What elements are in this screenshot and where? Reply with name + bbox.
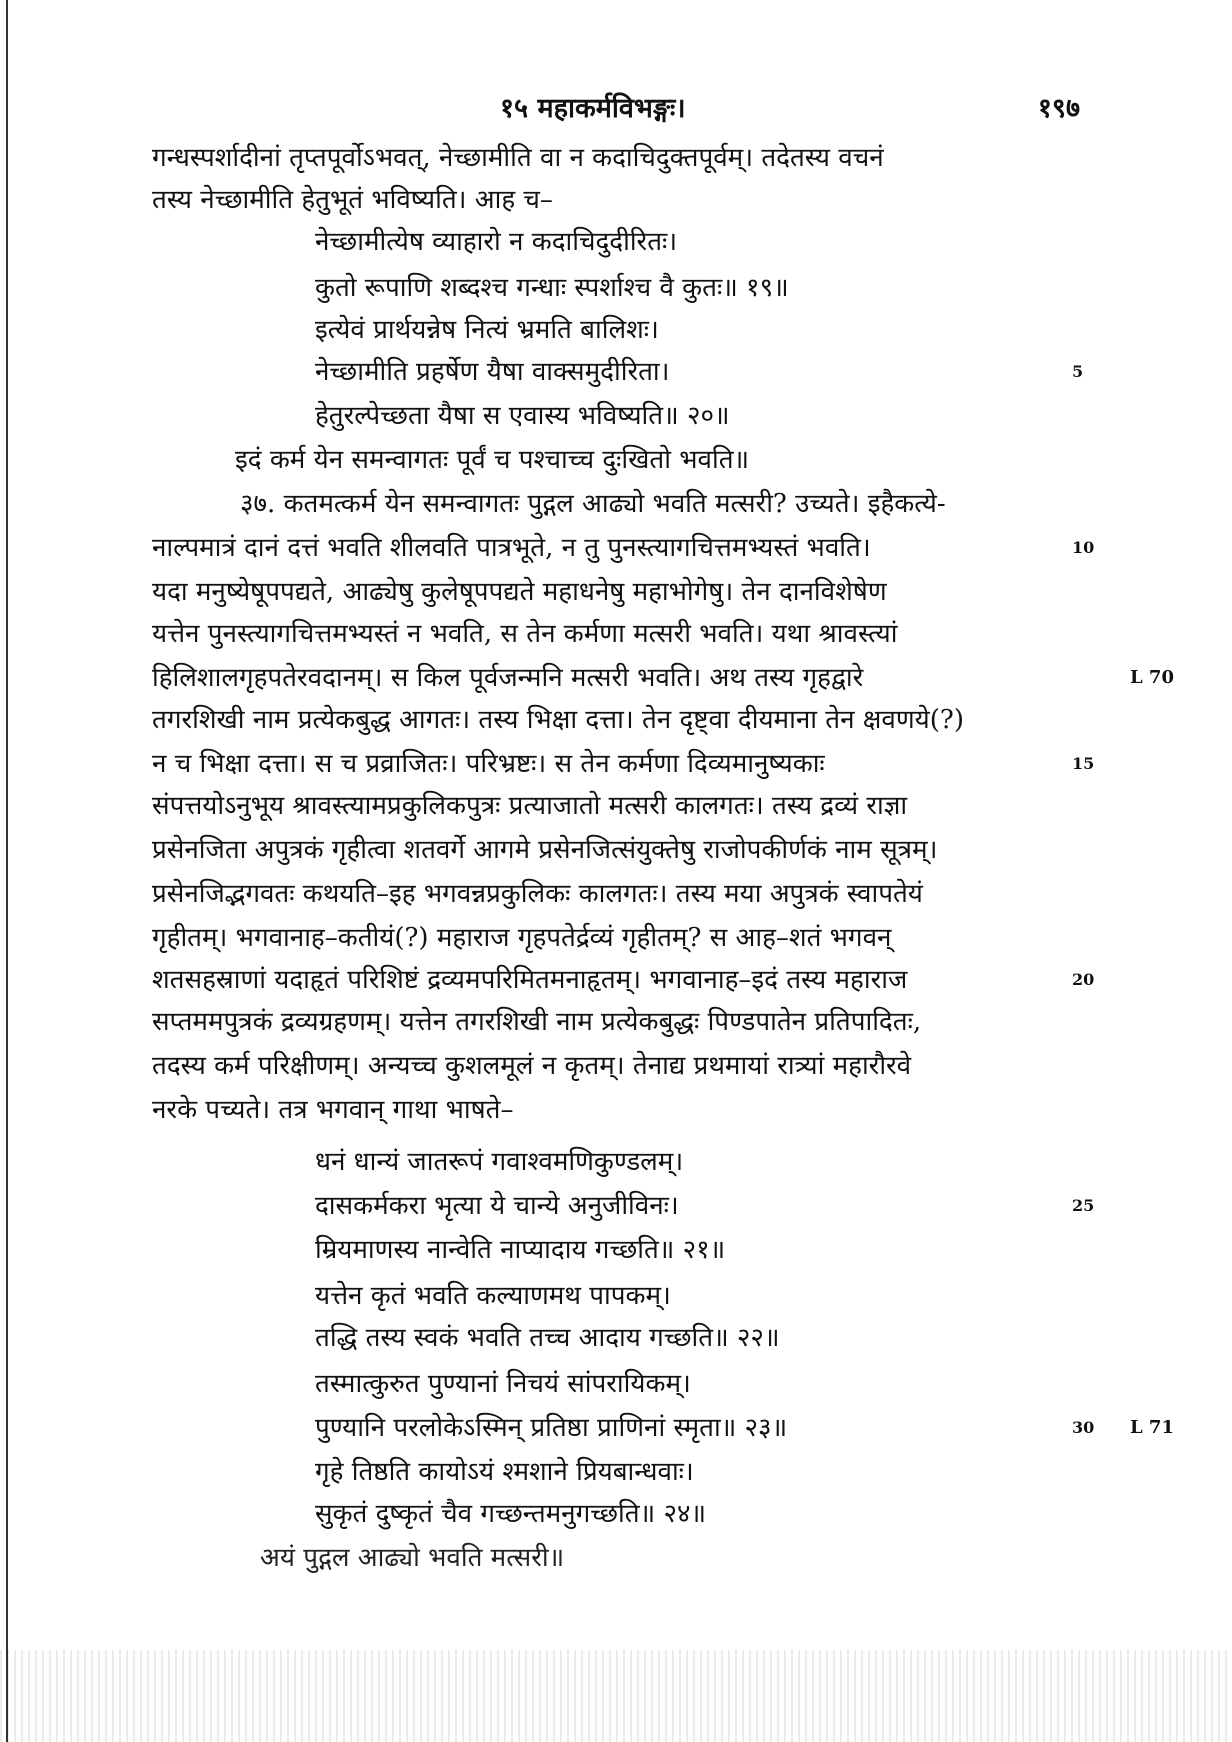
verse-line: कुतो रूपाणि शब्दश्च गन्धाः स्पर्शाश्च वै कुतः॥ १९॥ <box>315 273 789 303</box>
text-line: यत्तेन पुनस्त्यागचित्तमभ्यस्तं न भवति, स तेन कर्मणा मत्सरी भवति। यथा श्रावस्त्यां <box>152 619 898 649</box>
concluding-line: इदं कर्म येन समन्वागतः पूर्वं च पश्चाच्च दुःखितो भवति॥ <box>235 445 750 475</box>
text-line: नाल्पमात्रं दानं दत्तं भवति शीलवति पात्रभूते, न तु पुनस्त्यागचित्तमभ्यस्तं भवति। <box>152 533 871 563</box>
verse-line: गृहे तिष्ठति कायोऽयं श्मशाने प्रियबान्धवाः। <box>315 1457 694 1487</box>
verse-line: धनं धान्यं जातरूपं गवाश्वमणिकुण्डलम्। <box>315 1147 684 1177</box>
closing-line: अयं पुद्गल आढ्यो भवति मत्सरी॥ <box>260 1543 565 1573</box>
chapter-title: १५ महाकर्मविभङ्गः। <box>500 93 686 124</box>
section-start-line: ३७. कतमत्कर्म येन समन्वागतः पुद्गल आढ्यो भवति मत्सरी? उच्यते। इहैकत्ये- <box>240 489 946 519</box>
line-number: 25 <box>1072 1196 1095 1215</box>
text-line: तगरशिखी नाम प्रत्येकबुद्ध आगतः। तस्य भिक्षा दत्ता। तेन दृष्ट्वा दीयमाना तेन क्षवणये(?) <box>152 705 964 735</box>
verse-line: तद्धि तस्य स्वकं भवति तच्च आदाय गच्छति॥ २२॥ <box>315 1323 780 1353</box>
line-number: 15 <box>1072 754 1095 773</box>
page-left-edge <box>6 0 8 1742</box>
margin-mark: L 71 <box>1130 1417 1174 1438</box>
verse-line: पुण्यानि परलोकेऽस्मिन् प्रतिष्ठा प्राणिनां स्मृता॥ २३॥ <box>315 1413 788 1443</box>
verse-line: नेच्छामीत्येष व्याहारो न कदाचिदुदीरितः। <box>315 227 678 257</box>
verse-line: म्रियमाणस्य नान्वेति नाप्यादाय गच्छति॥ २१॥ <box>315 1235 726 1265</box>
verse-line: यत्तेन कृतं भवति कल्याणमथ पापकम्। <box>315 1281 671 1311</box>
text-line: प्रसेनजिद्भगवतः कथयति–इह भगवन्नप्रकुलिकः कालगतः। तस्य मया अपुत्रकं स्वापतेयं <box>152 879 923 909</box>
text-line: नरके पच्यते। तत्र भगवान् गाथा भाषते– <box>152 1095 514 1125</box>
verse-line: दासकर्मकरा भृत्या ये चान्ये अनुजीविनः। <box>315 1191 679 1221</box>
text-line: सप्तममपुत्रकं द्रव्यग्रहणम्। यत्तेन तगरशिखी नाम प्रत्येकबुद्धः पिण्डपातेन प्रतिपादितः, <box>152 1007 922 1037</box>
text-line: तस्य नेच्छामीति हेतुभूतं भविष्यति। आह च– <box>152 185 553 215</box>
text-line: तदस्य कर्म परिक्षीणम्। अन्यच्च कुशलमूलं न कृतम्। तेनाद्य प्रथमायां रात्र्यां महारौरवे <box>152 1051 912 1081</box>
verse-line: हेतुरल्पेच्छता यैषा स एवास्य भविष्यति॥ २०॥ <box>315 401 730 431</box>
scan-noise-band <box>0 1650 1232 1742</box>
line-number: 20 <box>1072 970 1095 989</box>
text-line: न च भिक्षा दत्ता। स च प्रव्राजितः। परिभ्रष्टः। स तेन कर्मणा दिव्यमानुष्यकाः <box>152 749 825 779</box>
verse-line: तस्मात्कुरुत पुण्यानां निचयं सांपरायिकम्। <box>315 1369 691 1399</box>
line-number: 30 <box>1072 1418 1095 1437</box>
text-line: गृहीतम्। भगवानाह–कतीयं(?) महाराज गृहपतेर्द्रव्यं गृहीतम्? स आह–शतं भगवन् <box>152 923 892 953</box>
line-number: 10 <box>1072 538 1095 557</box>
page-number: १९७ <box>1037 93 1080 124</box>
text-line: यदा मनुष्येषूपपद्यते, आढ्येषु कुलेषूपपद्यते महाधनेषु महाभोगेषु। तेन दानविशेषेण <box>152 577 887 607</box>
line-number: 5 <box>1072 362 1084 381</box>
verse-line: इत्येवं प्रार्थयन्नेष नित्यं भ्रमति बालिशः। <box>315 315 659 345</box>
running-header <box>150 88 1080 128</box>
text-line: गन्धस्पर्शादीनां तृप्तपूर्वोऽभवत्, नेच्छामीति वा न कदाचिदुक्तपूर्वम्। तदेतस्य वचनं <box>152 143 884 173</box>
text-line: शतसहस्राणां यदाहृतं परिशिष्टं द्रव्यमपरिमितमनाहृतम्। भगवानाह–इदं तस्य महाराज <box>152 965 908 995</box>
text-line: प्रसेनजिता अपुत्रकं गृहीत्वा शतवर्गे आगमे प्रसेनजित्संयुक्तेषु राजोपकीर्णकं नाम सूत्रम्। <box>152 835 938 865</box>
text-line: संपत्तयोऽनुभूय श्रावस्त्यामप्रकुलिकपुत्रः प्रत्याजातो मत्सरी कालगतः। तस्य द्रव्यं राज्ञा <box>152 791 908 821</box>
verse-line: नेच्छामीति प्रहर्षेण यैषा वाक्समुदीरिता। <box>315 357 670 387</box>
verse-line: सुकृतं दुष्कृतं चैव गच्छन्तमनुगच्छति॥ २४॥ <box>315 1499 707 1529</box>
text-line: हिलिशालगृहपतेरवदानम्। स किल पूर्वजन्मनि मत्सरी भवति। अथ तस्य गृहद्वारे <box>152 663 864 693</box>
margin-mark: L 70 <box>1130 667 1174 688</box>
